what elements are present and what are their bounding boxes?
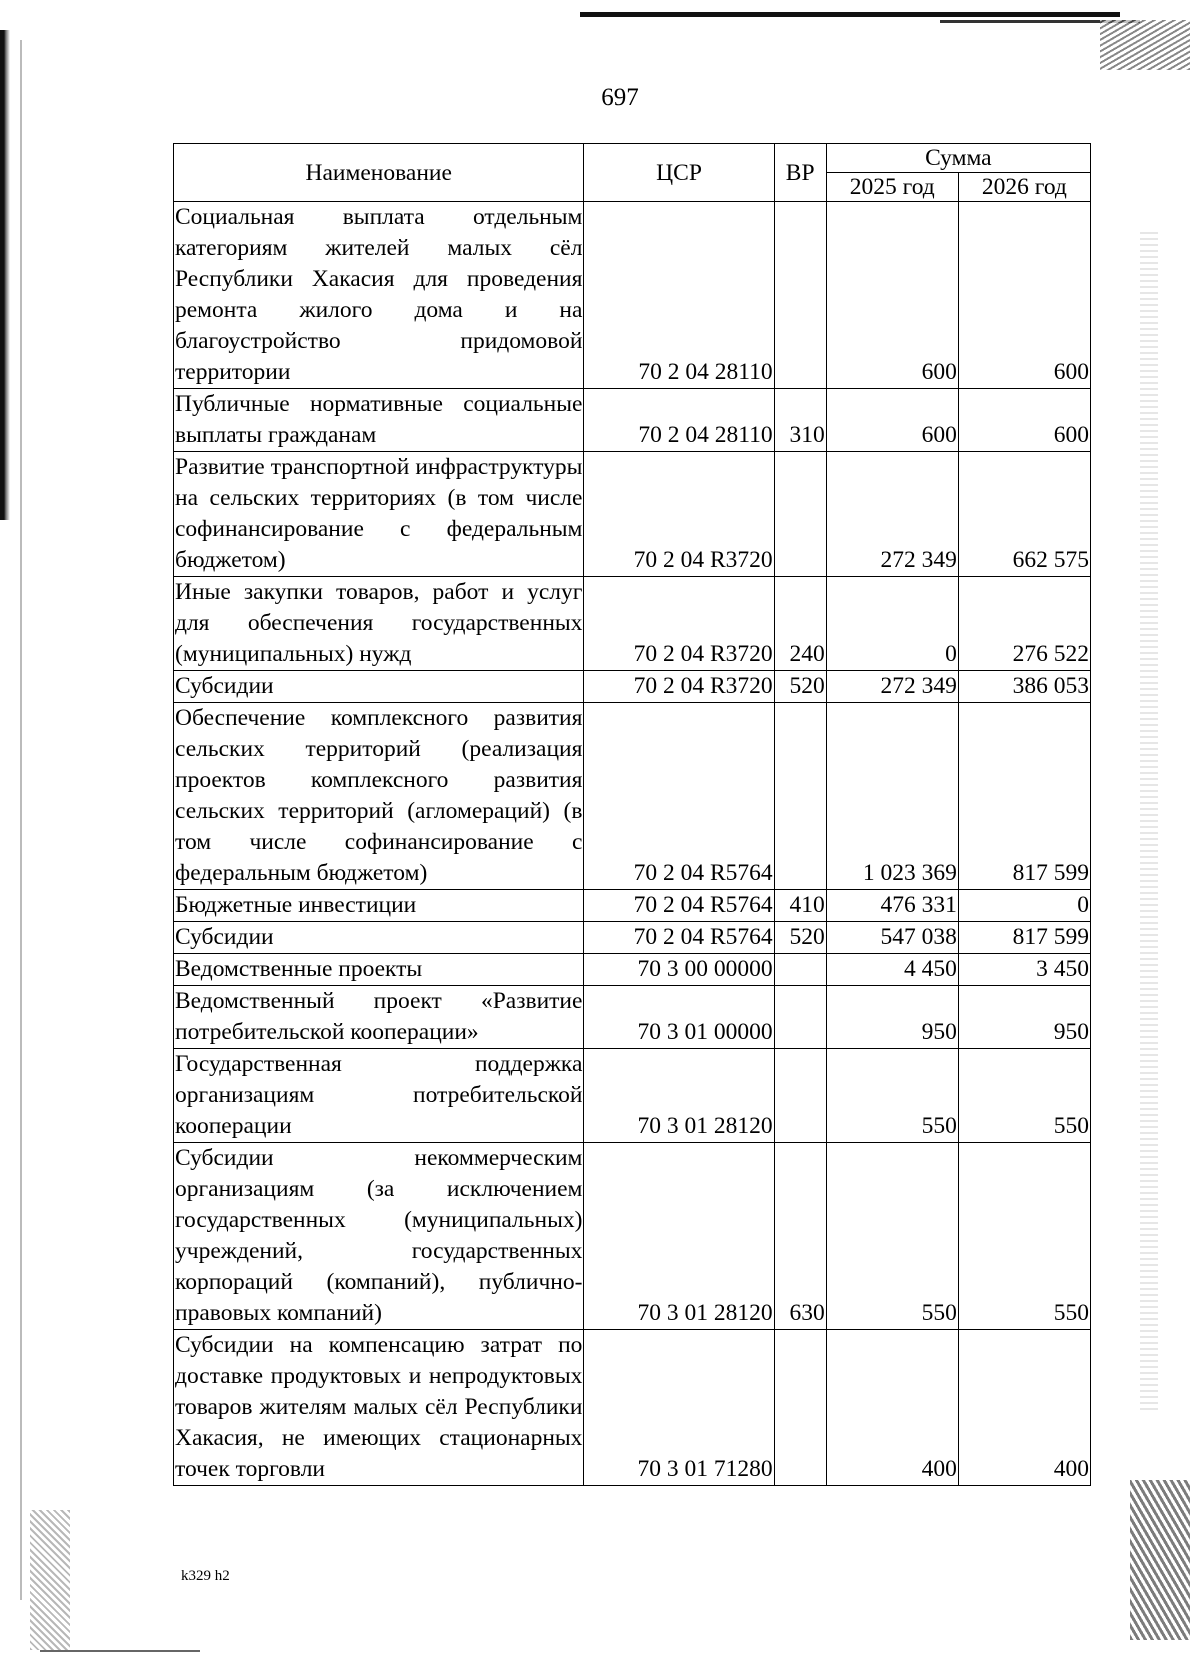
row-csr: 70 2 04 28110 [584, 202, 774, 389]
budget-table [173, 143, 1091, 1486]
row-amount-2025: 272 349 [826, 671, 958, 703]
row-csr: 70 2 04 R3720 [584, 577, 774, 671]
scan-artifact-right-noise-top [1100, 20, 1190, 70]
header-csr: ЦСР [584, 144, 774, 202]
row-amount-2026: 386 053 [958, 671, 1090, 703]
row-vr [774, 986, 826, 1049]
row-amount-2025: 1 023 369 [826, 703, 958, 890]
row-csr: 70 2 04 R5764 [584, 703, 774, 890]
row-csr: 70 3 00 00000 [584, 954, 774, 986]
row-amount-2026: 950 [958, 986, 1090, 1049]
row-amount-2026: 600 [958, 389, 1090, 452]
row-name: Субсидии некоммерческим организациям (за исключением государственных (муниципальных) учреждений, государственных корпораций (компаний), публично-правовых компаний) [174, 1143, 584, 1330]
table-row [174, 1049, 1091, 1143]
row-vr [774, 703, 826, 890]
row-amount-2026: 3 450 [958, 954, 1090, 986]
row-csr: 70 2 04 R5764 [584, 890, 774, 922]
row-amount-2025: 550 [826, 1143, 958, 1330]
row-amount-2025: 600 [826, 389, 958, 452]
header-sum: Сумма [826, 144, 1090, 173]
row-csr: 70 3 01 00000 [584, 986, 774, 1049]
row-vr: 410 [774, 890, 826, 922]
scan-artifact-left-noise [30, 1510, 70, 1650]
row-vr: 520 [774, 671, 826, 703]
row-csr: 70 2 04 R3720 [584, 671, 774, 703]
row-name: Субсидии [174, 922, 584, 954]
row-amount-2025: 950 [826, 986, 958, 1049]
row-name: Ведомственные проекты [174, 954, 584, 986]
row-amount-2026: 276 522 [958, 577, 1090, 671]
row-csr: 70 3 01 28120 [584, 1049, 774, 1143]
row-name: Субсидии [174, 671, 584, 703]
row-name: Государственная поддержка организациям потребительской кооперации [174, 1049, 584, 1143]
header-year-2025: 2025 год [826, 173, 958, 202]
row-amount-2026: 550 [958, 1143, 1090, 1330]
table-row [174, 202, 1091, 389]
table-row [174, 671, 1091, 703]
row-amount-2026: 400 [958, 1330, 1090, 1486]
row-name: Бюджетные инвестиции [174, 890, 584, 922]
scan-artifact-bottom-line [40, 1650, 200, 1652]
scan-artifact-right-strip [1140, 230, 1158, 1410]
row-vr: 630 [774, 1143, 826, 1330]
row-amount-2026: 662 575 [958, 452, 1090, 577]
header-year-2026: 2026 год [958, 173, 1090, 202]
table-body [174, 202, 1091, 1486]
row-amount-2025: 476 331 [826, 890, 958, 922]
row-amount-2025: 600 [826, 202, 958, 389]
row-vr: 520 [774, 922, 826, 954]
row-csr: 70 2 04 R3720 [584, 452, 774, 577]
table-row [174, 1330, 1091, 1486]
header-name: Наименование [174, 144, 584, 202]
row-amount-2026: 0 [958, 890, 1090, 922]
table-row [174, 452, 1091, 577]
table-row [174, 1143, 1091, 1330]
row-amount-2025: 4 450 [826, 954, 958, 986]
table-header [174, 144, 1091, 202]
row-vr [774, 202, 826, 389]
row-amount-2026: 600 [958, 202, 1090, 389]
row-vr [774, 452, 826, 577]
row-name: Ведомственный проект «Развитие потребительской кооперации» [174, 986, 584, 1049]
row-amount-2025: 0 [826, 577, 958, 671]
row-csr: 70 3 01 71280 [584, 1330, 774, 1486]
table-row [174, 922, 1091, 954]
row-vr [774, 1330, 826, 1486]
scan-artifact-right-noise-bottom [1130, 1480, 1190, 1640]
page-number: 697 [601, 84, 639, 111]
row-csr: 70 3 01 28120 [584, 1143, 774, 1330]
table-row [174, 954, 1091, 986]
row-name: Развитие транспортной инфраструктуры на сельских территориях (в том числе софинансирование с федеральным бюджетом) [174, 452, 584, 577]
row-name: Иные закупки товаров, работ и услуг для обеспечения государственных (муниципальных) нужд [174, 577, 584, 671]
table-row [174, 577, 1091, 671]
row-name: Субсидии на компенсацию затрат по доставке продуктовых и непродуктовых товаров жителям малых сёл Республики Хакасия, не имеющих стационарных точек торговли [174, 1330, 584, 1486]
row-name: Социальная выплата отдельным категориям жителей малых сёл Республики Хакасия для проведения ремонта жилого дома и на благоустройство придомовой территории [174, 202, 584, 389]
row-csr: 70 2 04 28110 [584, 389, 774, 452]
row-amount-2026: 550 [958, 1049, 1090, 1143]
table-row [174, 703, 1091, 890]
row-name: Публичные нормативные социальные выплаты гражданам [174, 389, 584, 452]
row-vr: 240 [774, 577, 826, 671]
row-vr [774, 1049, 826, 1143]
row-name: Обеспечение комплексного развития сельских территорий (реализация проектов комплексного развития сельских территорий (агломераций) (в том числе софинансирование с федеральным бюджетом) [174, 703, 584, 890]
scan-artifact-top-line [580, 12, 1120, 17]
header-vr: ВР [774, 144, 826, 202]
table-row [174, 389, 1091, 452]
scan-artifact-left-line [20, 40, 22, 1600]
row-amount-2026: 817 599 [958, 703, 1090, 890]
row-amount-2025: 272 349 [826, 452, 958, 577]
table-row [174, 890, 1091, 922]
row-amount-2025: 400 [826, 1330, 958, 1486]
row-amount-2026: 817 599 [958, 922, 1090, 954]
row-amount-2025: 550 [826, 1049, 958, 1143]
table-row [174, 986, 1091, 1049]
row-vr [774, 954, 826, 986]
row-csr: 70 2 04 R5764 [584, 922, 774, 954]
footer-code: k329 h2 [181, 1568, 230, 1584]
row-vr: 310 [774, 389, 826, 452]
row-amount-2025: 547 038 [826, 922, 958, 954]
